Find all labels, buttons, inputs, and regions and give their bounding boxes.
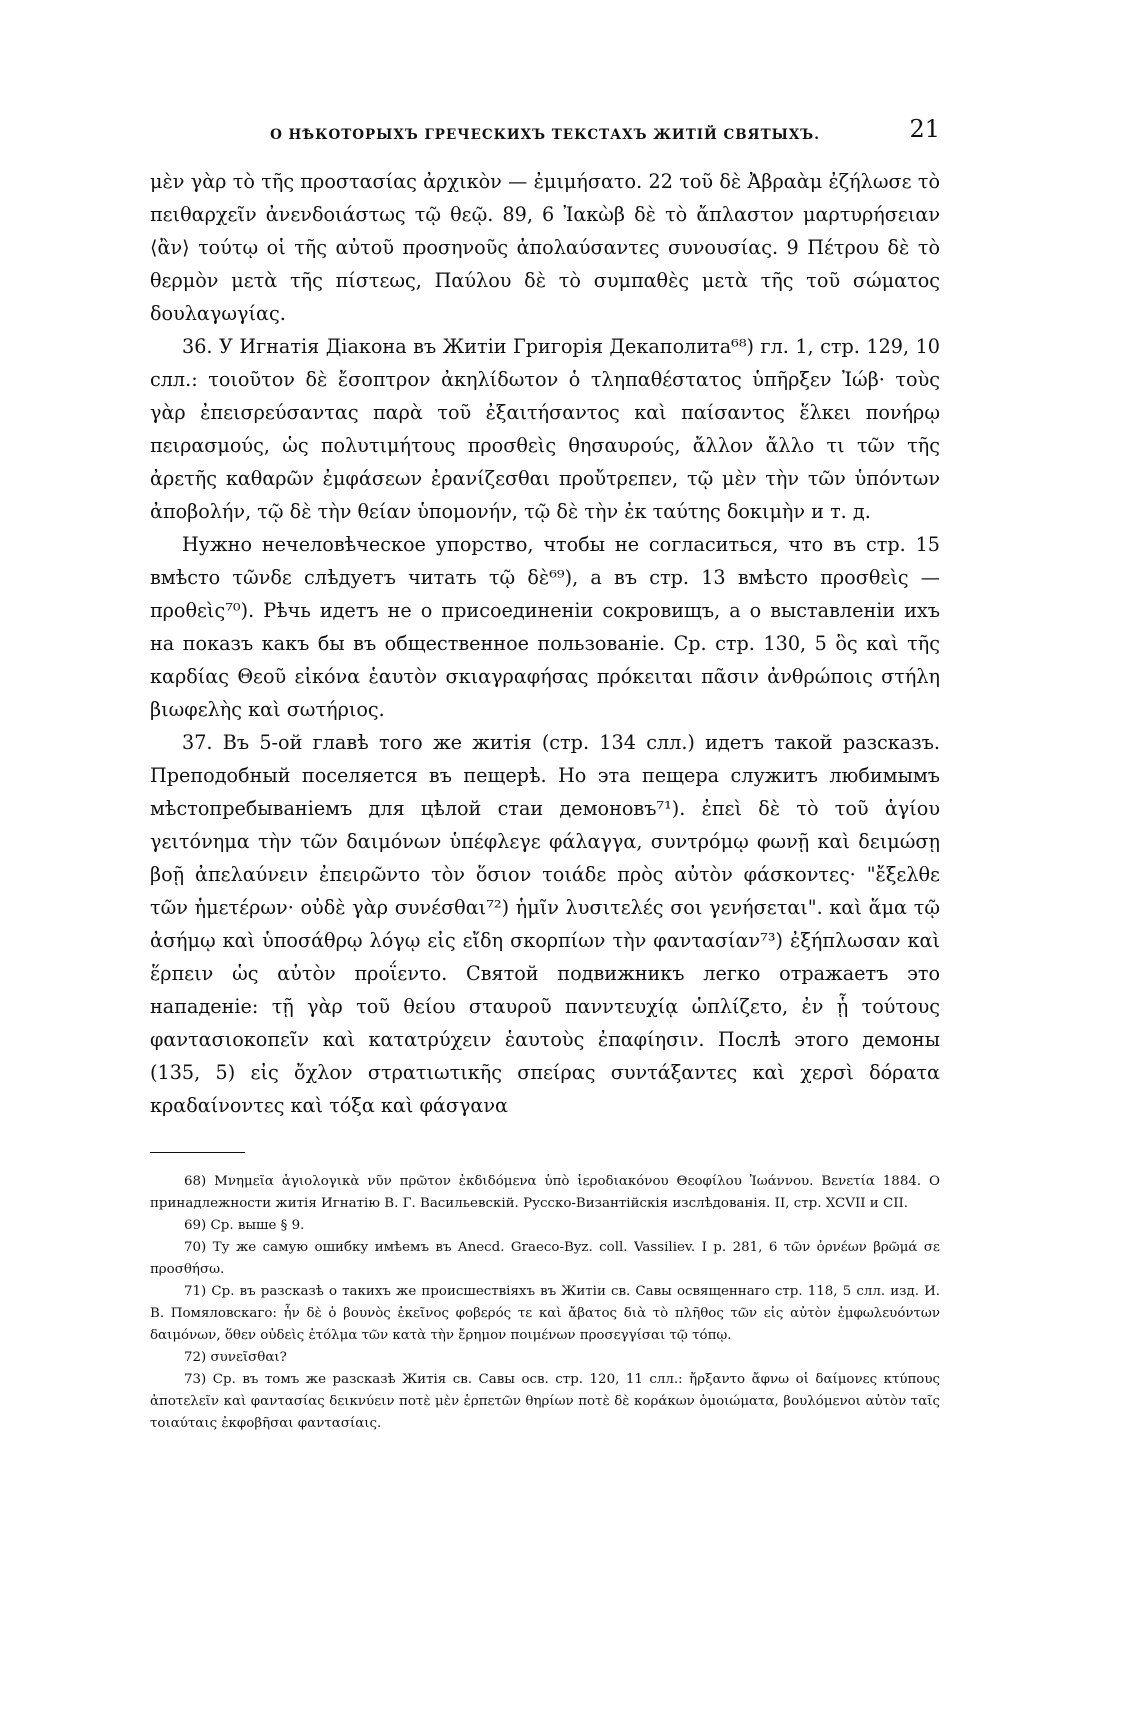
footnote-72: 72) συνεῖσθαι? [184, 1350, 287, 1365]
footnote-70: 70) Ту же самую ошибку имѣемъ въ Anecd. Graeco-Byz. coll. Vassiliev. I р. 281, 6 τῶν ὀρνέων βρῶμά σε προσθήσω. [150, 1240, 940, 1277]
footnote-71: 71) Ср. въ разсказѣ о такихъ же происшествіяхъ въ Житіи св. Савы освященнаго стр. 118, 5 слл. изд. И. В. Помяловскаго: ἦν δὲ ὁ βουνὸς ἐκεῖνος φοβερός τε καὶ ἄβατος διὰ τὸ πλῆθος τῶν εἰς αὐτὸν ἐμφωλευόντων δαιμόνων, ὅθεν οὐδεὶς ἐτόλμα τῶν κατὰ τὴν ἔρημον ποιμένων προσεγγίσαι τῷ τόπῳ. [150, 1284, 940, 1343]
running-title: О НѢКОТОРЫХЪ ГРЕЧЕСКИХЪ ТЕКСТАХЪ ЖИТІЙ СВЯТЫХЪ. [270, 127, 820, 143]
paragraph-37: 37. Въ 5-ой главѣ того же житія (стр. 134 слл.) идетъ такой разсказъ. Преподобный поселяется въ пещерѣ. Но эта пещера служитъ любимымъ мѣстопребываніемъ для цѣлой стаи демоновъ⁷¹). ἐπεὶ δὲ τὸ τοῦ ἁγίου γειτόνημα τὴν τῶν δαιμόνων ὑπέφλεγε φάλαγγα, συντρόμῳ φωνῇ καὶ δειμώσῃ βοῇ ἀπελαύνειν ἐπειρῶντο τὸν ὅσιον τοιάδε πρὸς αὐτὸν φάσκοντες· "ἔξελθε τῶν ἡμετέρων· οὐδὲ γὰρ συνέσθαι⁷²) ἡμῖν λυσιτελές σοι γενήσεται". καὶ ἅμα τῷ ἀσήμῳ καὶ ὑποσάθρῳ λόγῳ εἰς εἴδη σκορπίων τὴν φαντασίαν⁷³) ἐξήπλωσαν καὶ ἕρπειν ὡς αὐτὸν προΐεντο. Святой подвижникъ легко отражаетъ это нападеніе: τῇ γὰρ τοῦ θείου σταυροῦ πανντευχίᾳ ὡπλίζετο, ἐν ᾗ τούτους φαντασιοκοπεῖν καὶ κατατρύχειν ἑαυτοὺς ἐπαφίησιν. Послѣ этого демоны (135, 5) εἰς ὄχλον στρατιωτικῆς σπείρας συντάξαντες καὶ χερσὶ δόρατα κραδαίνοντες καὶ τόξα καὶ φάσγανα [150, 731, 940, 1117]
footnote-68: 68) Μνημεῖα ἁγιολογικὰ νῦν πρῶτον ἐκδιδόμενα ὑπὸ ἱεροδιακόνου Θεοφίλου Ἰωάννου. Βενετία 1884. О принадлежности житія Игнатію В. Г. Васильевскій. Русско-Византійскія изслѣдованія. II, стр. XCVII и CII. [150, 1174, 940, 1211]
footnote-73: 73) Ср. въ томъ же разсказѣ Житія св. Савы осв. стр. 120, 11 слл.: ἤρξαντο ἄφνω οἱ δαίμονες κτύπους ἀποτελεῖν καὶ φαντασίας δεικνύειν ποτὲ μὲν ἑρπετῶν θηρίων ποτὲ δὲ κοράκων ὁμοιώματα, βουλόμενοι αὐτὸν ταῖς τοιαύταις ἐκφοβῆσαι φαντασίαις. [150, 1372, 940, 1431]
book-page [150, 115, 940, 1435]
page-header [150, 115, 940, 151]
footnote-69: 69) Ср. выше § 9. [184, 1218, 305, 1233]
paragraph-continuation: μὲν γὰρ τὸ τῆς προστασίας ἀρχικὸν — ἐμιμήσατο. 22 τοῦ δὲ Ἀβραὰμ ἐζήλωσε τὸ πειθαρχεῖν ἀνενδοιάστως τῷ θεῷ. 89, 6 Ἰακὼβ δὲ τὸ ἄπλαστον μαρτυρήσειαν ⟨ἂν⟩ τούτῳ οἱ τῆς αὐτοῦ προσηνοῦς ἀπολαύσαντες συνουσίας. 9 Πέτρου δὲ τὸ θερμὸν μετὰ τῆς πίστεως, Παύλου δὲ τὸ συμπαθὲς μετὰ τῆς τοῦ σώματος δουλαγωγίας. [150, 170, 940, 325]
footnotes [150, 1171, 940, 1435]
page-number: 21 [909, 115, 940, 143]
footnote-rule [150, 1152, 245, 1153]
paragraph-36: 36. У Игнатія Діакона въ Житіи Григорія Декаполита⁶⁸) гл. 1, стр. 129, 10 слл.: τοιοῦτον δὲ ἔσοπτρον ἀκηλίδωτον ὁ τληπαθέστατος ὑπῆρξεν Ἰώβ· τοὺς γὰρ ἐπεισρεύσαντας παρὰ τοῦ ἐξαιτήσαντος καὶ παίσαντος ἕλκει πονήρῳ πειρασμούς, ὡς πολυτιμήτους προσθεὶς θησαυρούς, ἄλλον ἄλλο τι τῶν τῆς ἀρετῆς καθαρῶν ἐμφάσεων ἐρανίζεσθαι προὔτρεπεν, τῷ μὲν τὴν τῶν ὑπόντων ἀποβολήν, τῷ δὲ τὴν θείαν ὑπομονήν, τῷ δὲ τὴν ἐκ ταύτης δοκιμὴν и т. д. [150, 335, 940, 523]
paragraph-commentary: Нужно нечеловѣческое упорство, чтобы не согласиться, что въ стр. 15 вмѣсто τῶνδε слѣдуетъ читать τῷ δὲ⁶⁹), а въ стр. 13 вмѣсто προσθεὶς — προθεὶς⁷⁰). Рѣчь идетъ не о присоединеніи сокровищъ, а о выставленіи ихъ на показъ какъ бы въ общественное пользованіе. Ср. стр. 130, 5 ὃς καὶ τῆς καρδίας Θεοῦ εἰκόνα ἑαυτὸν σκιαγραφήσας πρόκειται πᾶσιν ἀνθρώποις στήλη βιωφελὴς καὶ σωτήριος. [150, 533, 940, 721]
main-text [150, 165, 940, 1122]
